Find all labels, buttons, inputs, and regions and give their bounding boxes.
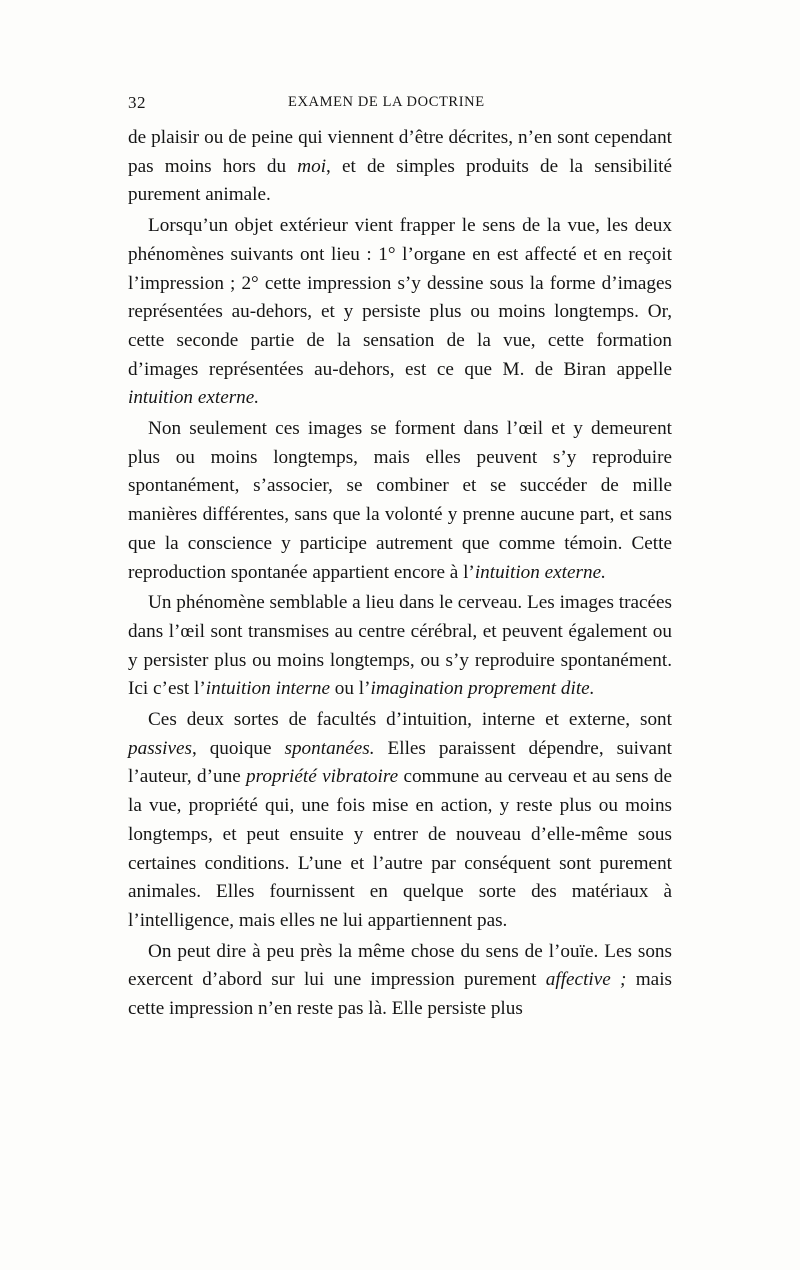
- text-segment: mais cette impression n’en reste pas là. Elle persiste plus: [128, 969, 672, 1020]
- running-title: EXAMEN DE LA DOCTRINE: [288, 94, 485, 110]
- italic-segment: intuition interne: [205, 678, 330, 700]
- text-segment: commune au cerveau et au sens de la vue, propriété qui, une fois mise en action, y reste plus ou moins longtemps, et peut ensuite y entrer de nouveau d’elle-même sous certaines conditions. L’une et l’autre par conséquent sont purement animales. Elles fournissent en quelque sorte des matériaux à l’intelligence, mais elles ne lui appartiennent pas.: [128, 766, 672, 931]
- paragraph-5: [128, 706, 672, 936]
- body-text: [128, 124, 672, 1026]
- text-segment: On peut dire à peu près la même chose du sens de l’ouïe. Les sons exercent d’abord sur lui une impression purement: [128, 940, 672, 991]
- italic-segment: imagination proprement dite.: [370, 678, 595, 700]
- paragraph-3: [128, 415, 672, 587]
- text-segment: Lorsqu’un objet extérieur vient frapper le sens de la vue, les deux phénomènes suivants ont lieu : 1° l’organe en est affecté et en reçoit l’impression ; 2° cette impression s’y dessine sous la forme d’images représentées au-dehors, et y persiste plus ou moins longtemps. Or, cette seconde partie de la sensation de la vue, cette formation d’images représentées au-dehors, est ce que M. de Biran appelle: [128, 215, 672, 380]
- italic-segment: propriété vibratoire: [246, 766, 399, 788]
- text-segment: ou l’: [329, 678, 371, 700]
- page-number: 32: [128, 93, 146, 112]
- paragraph-6: [128, 938, 672, 1024]
- italic-segment: passives: [128, 737, 192, 759]
- page-header: [128, 93, 672, 117]
- paragraph-2: [128, 212, 672, 413]
- text-segment: Un phénomène semblable a lieu dans le cerveau. Les images tracées dans l’œil sont transmises au centre cérébral, et peuvent également ou y persister plus ou moins longtemps, ou s’y reproduire spontanément. Ici c’est l’: [128, 592, 672, 700]
- italic-segment: intuition externe.: [474, 561, 606, 583]
- italic-segment: moi: [297, 155, 327, 177]
- text-segment: , et de simples produits de la sensibilité purement animale.: [128, 155, 673, 206]
- text-segment: Non seulement ces images se forment dans l’œil et y demeurent plus ou moins longtemps, mais elles peuvent s’y reproduire spontanément, s’associer, se combiner et se succéder de mille manières différentes, sans que la volonté y prenne aucune part, et sans que la conscience y participe autrement que comme témoin. Cette reproduction spontanée appartient encore à l’: [128, 418, 672, 583]
- text-segment: de plaisir ou de peine qui viennent d’être décrites, n’en sont cependant pas moins hors du: [128, 127, 672, 177]
- text-segment: Elles paraissent dépendre, suivant l’auteur, d’une: [128, 737, 672, 788]
- italic-segment: affective ;: [545, 969, 627, 991]
- text-segment: Ces deux sortes de facultés d’intuition, interne et externe, sont: [148, 709, 672, 731]
- paragraph-4: [128, 589, 672, 704]
- text-segment: , quoique: [191, 737, 285, 759]
- italic-segment: intuition externe.: [128, 387, 260, 409]
- paragraph-1: [128, 124, 672, 210]
- italic-segment: spontanées.: [284, 737, 375, 759]
